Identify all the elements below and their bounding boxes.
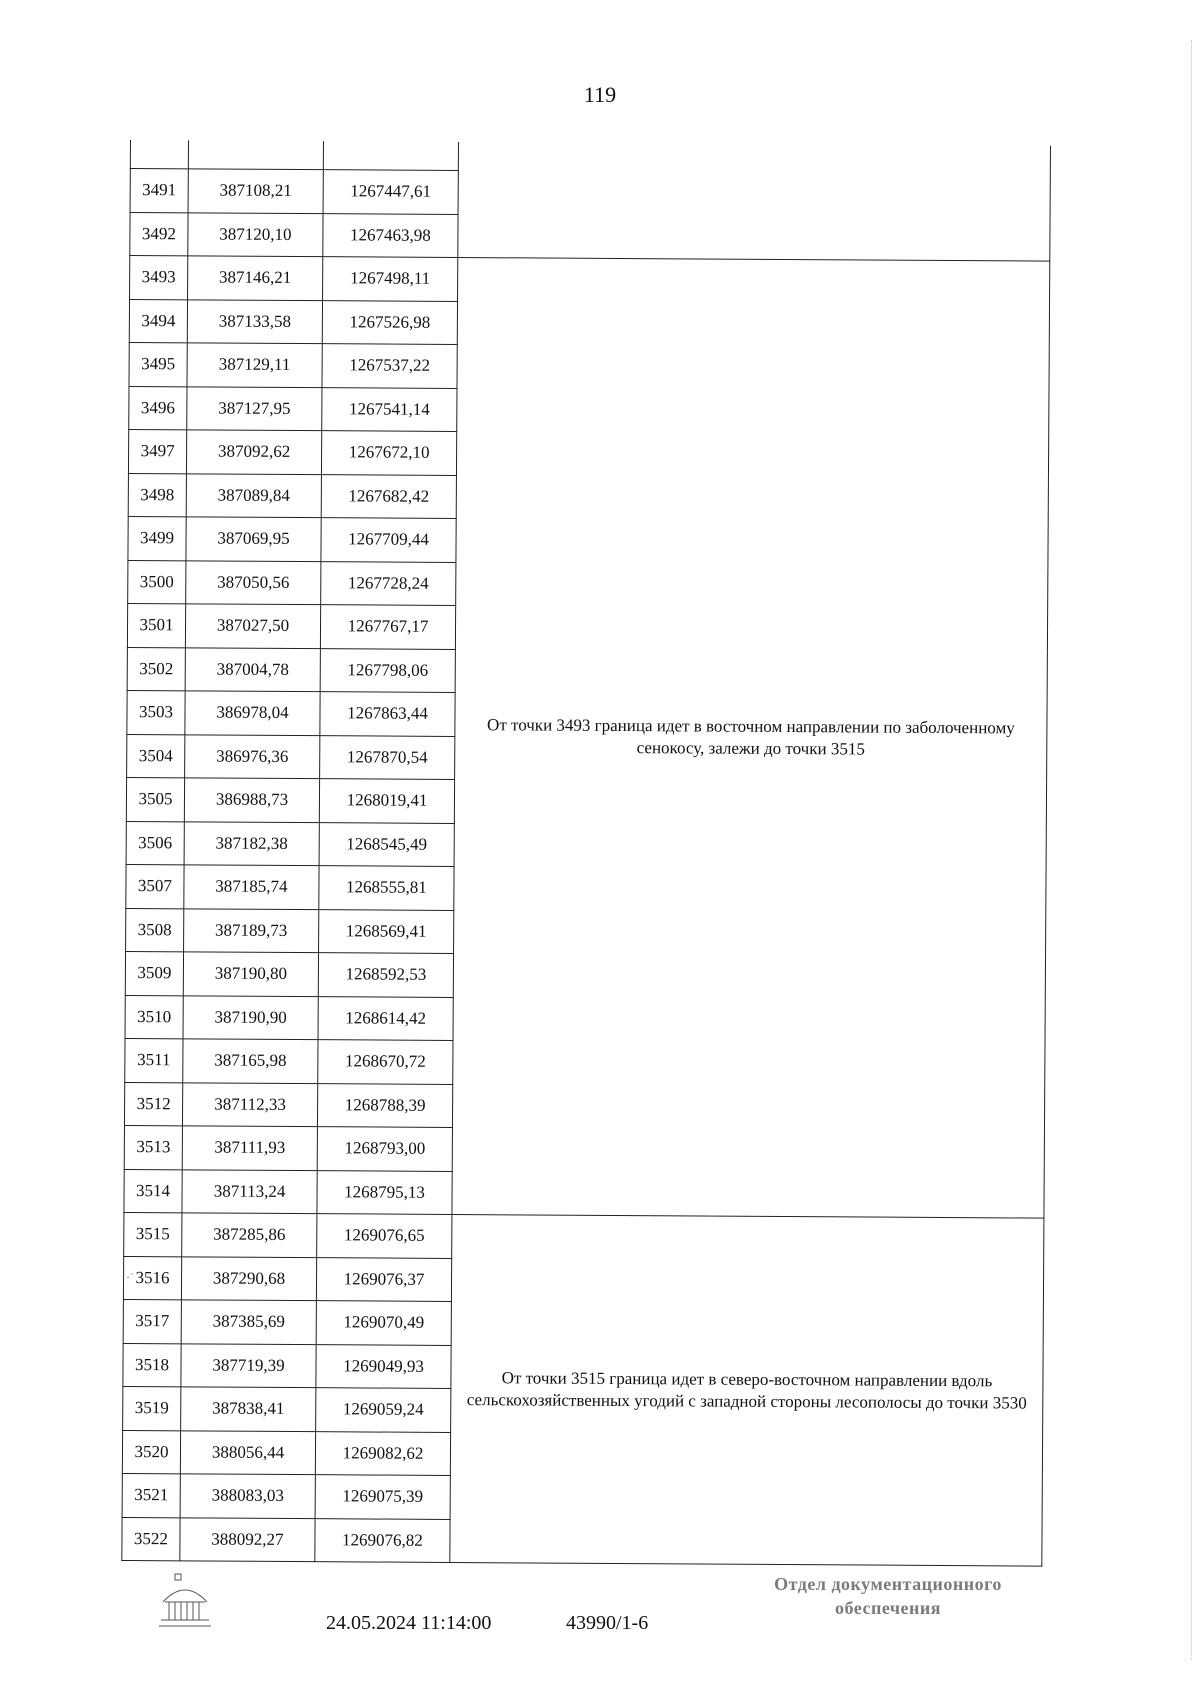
x-coordinate-cell: 387182,38 [184, 821, 319, 865]
y-coordinate-cell: 1267798,06 [320, 648, 455, 692]
footer-datetime: 24.05.2024 11:14:00 [326, 1612, 492, 1634]
point-number-cell: 3503 [127, 690, 185, 734]
y-coordinate-cell: 1268614,42 [318, 996, 453, 1040]
point-number-cell: 3512 [124, 1082, 182, 1126]
x-coordinate-cell: 388056,44 [180, 1430, 315, 1474]
x-coordinate-cell: 387190,90 [183, 995, 318, 1039]
point-number-cell: 3504 [127, 734, 185, 778]
point-number-cell: 3500 [128, 560, 186, 604]
point-number-cell: 3521 [122, 1473, 180, 1517]
scan-edge-artifact [1189, 40, 1192, 1660]
y-coordinate-cell: 1269059,24 [316, 1388, 451, 1432]
y-coordinate-cell: 1269076,82 [315, 1518, 450, 1562]
x-coordinate-cell: 387027,50 [185, 604, 320, 648]
point-number-cell: 3520 [122, 1430, 180, 1474]
x-coordinate-cell: 387165,98 [183, 1039, 318, 1083]
y-coordinate-cell: 1268670,72 [318, 1040, 453, 1084]
previous-description-cell [458, 142, 1051, 261]
x-coordinate-cell: 387290,68 [181, 1256, 316, 1300]
page-number: 119 [583, 82, 617, 107]
y-coordinate-cell: 1267728,24 [321, 561, 456, 605]
x-coordinate-cell: 387050,56 [186, 560, 321, 604]
scan-smudge: ·˙ [126, 1270, 134, 1284]
point-number-cell: 3498 [128, 473, 186, 517]
x-coordinate-cell: 387285,86 [182, 1213, 317, 1257]
y-coordinate-cell: 1267767,17 [320, 605, 455, 649]
x-coordinate-cell: 387185,74 [184, 865, 319, 909]
x-coordinate-cell: 388083,03 [180, 1474, 315, 1518]
point-number-cell: 3513 [124, 1125, 182, 1169]
x-coordinate-cell: 387189,73 [184, 908, 319, 952]
y-coordinate-cell: 1268795,13 [317, 1170, 452, 1214]
boundary-description-cell: От точки 3515 граница идет в северо-восточном направлении вдоль сельскохозяйственных угодий с западной стороны лесополосы до точки 3530 [450, 1214, 1044, 1566]
department-stamp [738, 1572, 1038, 1620]
point-number-cell: 3501 [127, 603, 185, 647]
x-coordinate-cell: 387113,24 [182, 1169, 317, 1213]
y-coordinate-cell: 1268793,00 [317, 1127, 452, 1171]
point-number-cell: 3499 [128, 516, 186, 560]
x-coordinate-cell: 386976,36 [185, 734, 320, 778]
y-coordinate-cell: 1268592,53 [318, 953, 453, 997]
y-coordinate-cell: 1269076,65 [317, 1214, 452, 1258]
y-coordinate-cell: 1267526,98 [322, 300, 457, 344]
y-coordinate-cell: 1267672,10 [321, 431, 456, 475]
y-coordinate-cell: 1269070,49 [316, 1301, 451, 1345]
coordinates-table [121, 140, 1051, 1567]
y-coordinate-cell: 1269049,93 [316, 1344, 451, 1388]
y-coordinate-cell: 1267537,22 [322, 344, 457, 388]
stamp-line-2: обеспечения [835, 1598, 941, 1618]
point-number-cell: 3507 [126, 864, 184, 908]
footer-document-code: 43990/1-6 [566, 1612, 649, 1634]
point-number-cell: 3519 [123, 1386, 181, 1430]
y-coordinate-cell: 1267541,14 [322, 387, 457, 431]
y-coordinate-cell: 1268555,81 [319, 866, 454, 910]
point-number-cell: 3522 [122, 1517, 180, 1561]
y-coordinate-cell: 1268788,39 [317, 1083, 452, 1127]
building-logo-icon [155, 1572, 215, 1632]
x-coordinate-cell: 388092,27 [180, 1517, 315, 1561]
y-coordinate-cell: 1267870,54 [320, 735, 455, 779]
point-number-cell: 3515 [124, 1212, 182, 1256]
x-coordinate-cell: 387120,10 [188, 212, 323, 256]
point-number-cell: 3505 [126, 777, 184, 821]
x-coordinate-cell: 386978,04 [185, 691, 320, 735]
point-number-cell: 3509 [125, 951, 183, 995]
x-coordinate-cell: 387092,62 [186, 430, 321, 474]
x-coordinate-cell: 387129,11 [187, 343, 322, 387]
y-coordinate-cell: 1267447,61 [323, 170, 458, 214]
x-coordinate-cell: 387108,21 [188, 169, 323, 213]
point-number-cell: 3510 [125, 995, 183, 1039]
point-number-cell: 3492 [130, 212, 188, 256]
table-row [130, 256, 1050, 305]
x-coordinate-cell: 387111,93 [182, 1126, 317, 1170]
y-coordinate-cell: 1267682,42 [321, 474, 456, 518]
y-coordinate-cell: 1268569,41 [319, 909, 454, 953]
point-number-cell: 3495 [129, 342, 187, 386]
point-number-cell: 3508 [126, 908, 184, 952]
y-coordinate-cell: 1267463,98 [323, 213, 458, 257]
y-coordinate-cell: 1269076,37 [316, 1257, 451, 1301]
point-number-cell: 3511 [125, 1038, 183, 1082]
point-number-cell: 3493 [130, 256, 188, 300]
coordinates-table-container [121, 140, 1050, 1567]
x-coordinate-cell: 387385,69 [181, 1300, 316, 1344]
point-number-cell: 3497 [128, 429, 186, 473]
point-number-cell: 3502 [127, 647, 185, 691]
y-coordinate-cell: 1267863,44 [320, 692, 455, 736]
x-coordinate-cell: 387127,95 [187, 386, 322, 430]
x-coordinate-cell: 387133,58 [187, 299, 322, 343]
y-coordinate-cell: 1269082,62 [315, 1431, 450, 1475]
point-number-cell: 3516 [123, 1256, 181, 1300]
y-coordinate-cell: 1268545,49 [319, 822, 454, 866]
x-coordinate-cell: 387146,21 [188, 256, 323, 300]
y-coordinate-cell: 1267709,44 [321, 518, 456, 562]
x-coordinate-cell: 387719,39 [181, 1343, 316, 1387]
table-row [124, 1212, 1044, 1261]
point-number-cell: 3518 [123, 1343, 181, 1387]
x-coordinate-cell: 387089,84 [186, 473, 321, 517]
y-coordinate-cell: 1269075,39 [315, 1475, 450, 1519]
x-coordinate-cell: 387112,33 [182, 1082, 317, 1126]
boundary-description-cell: От точки 3493 граница идет в восточном направлении по заболоченному сенокосу, залежи до точки 3515 [452, 258, 1050, 1219]
x-coordinate-cell: 387069,95 [186, 517, 321, 561]
y-coordinate-cell: 1267498,11 [323, 257, 458, 301]
point-number-cell: 3517 [123, 1299, 181, 1343]
x-coordinate-cell: 387004,78 [185, 647, 320, 691]
coordinates-table-body [122, 140, 1051, 1566]
x-coordinate-cell: 387190,80 [183, 952, 318, 996]
stamp-line-1: Отдел документационного [774, 1574, 1002, 1594]
point-number-cell: 3514 [124, 1169, 182, 1213]
point-number-cell: 3506 [126, 821, 184, 865]
point-number-cell: 3491 [130, 169, 188, 213]
x-coordinate-cell: 387838,41 [181, 1387, 316, 1431]
point-number-cell: 3494 [129, 299, 187, 343]
y-coordinate-cell: 1268019,41 [319, 779, 454, 823]
point-number-cell: 3496 [129, 386, 187, 430]
x-coordinate-cell: 386988,73 [184, 778, 319, 822]
